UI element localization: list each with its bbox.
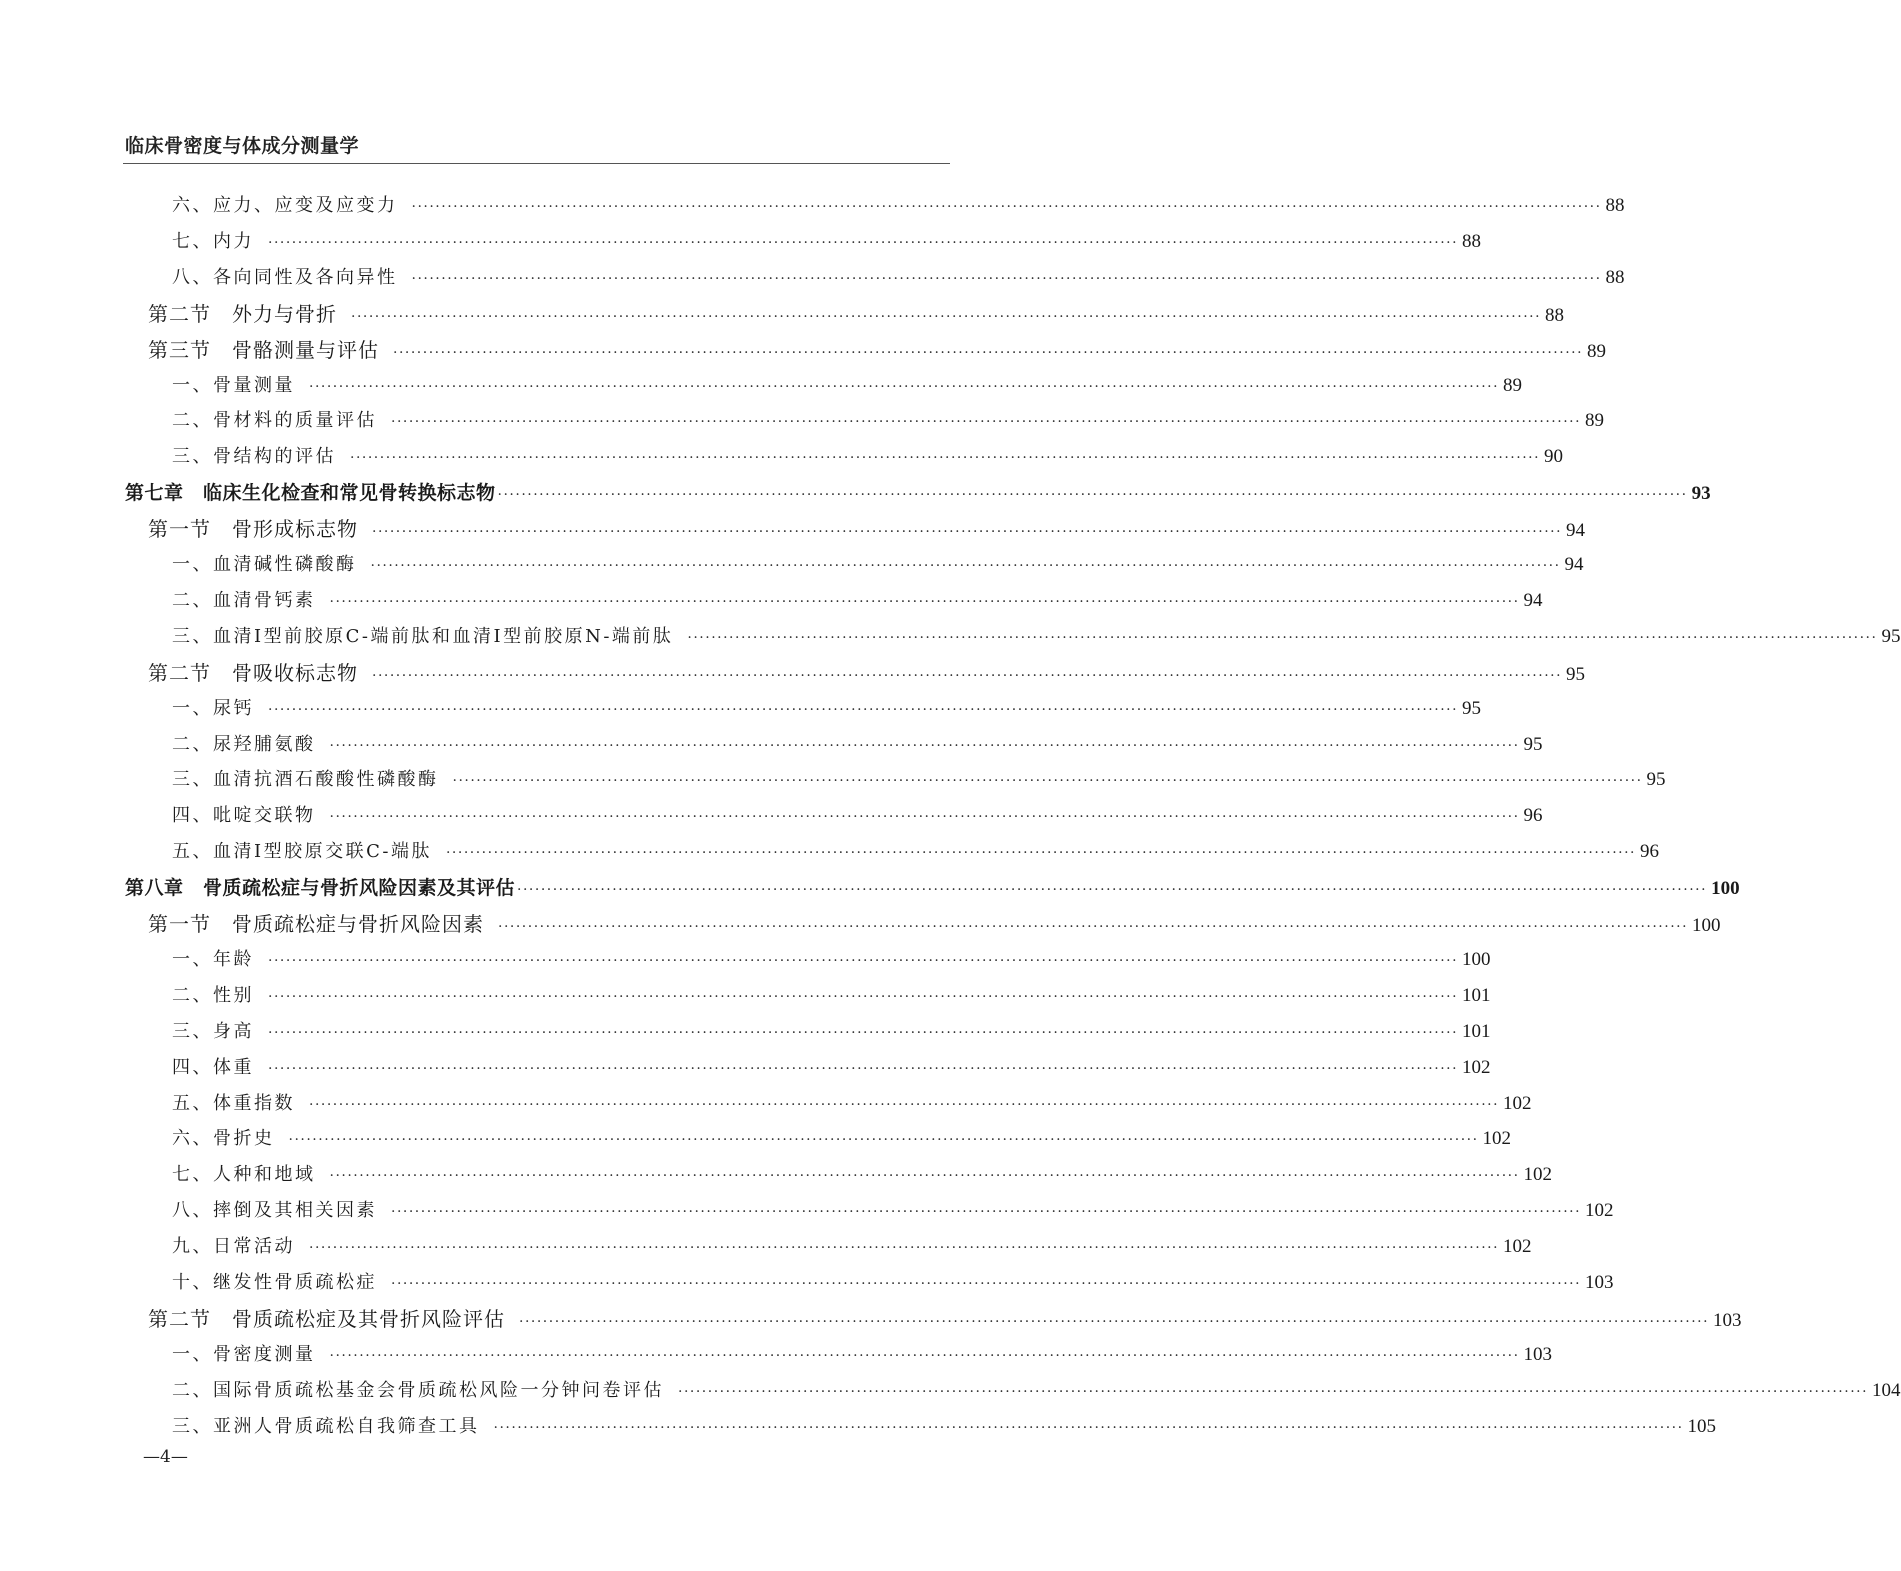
toc-entry-page: 101 xyxy=(1462,1020,1491,1042)
toc-leader-dots: ········································································································································································································ xyxy=(309,1096,1500,1113)
toc-leader-dots: ········································································································································································································ xyxy=(268,952,1459,969)
toc-entry-item xyxy=(172,1121,1512,1157)
toc-entry-label: 第二节 骨质疏松症及其骨折风险评估 xyxy=(148,1306,505,1331)
toc-entry-item xyxy=(172,691,1482,727)
toc-entry-label: 一、血清碱性磷酸酶 xyxy=(172,554,357,575)
toc-leader-dots: ········································································································································································································ xyxy=(329,737,1520,754)
toc-entry-section xyxy=(148,1301,1742,1337)
toc-leader-dots: ········································································································································································································ xyxy=(687,629,1878,646)
toc-entry-page: 96 xyxy=(1640,841,1660,863)
toc-entry-section xyxy=(148,296,1565,332)
toc-entry-label: 八、各向同性及各向异性 xyxy=(172,266,398,288)
toc-entry-label: 五、体重指数 xyxy=(172,1092,295,1114)
toc-leader-dots: ········································································································································································································ xyxy=(329,1347,1520,1364)
toc-leader-dots: ········································································································································································································ xyxy=(268,1060,1459,1077)
toc-entry-item xyxy=(172,619,1901,655)
toc-entry-page: 102 xyxy=(1585,1200,1614,1222)
toc-entry-page: 104 xyxy=(1872,1379,1901,1401)
toc-entry-chapter xyxy=(125,475,1711,511)
toc-entry-page: 95 xyxy=(1462,697,1482,719)
toc-entry-item xyxy=(172,727,1543,763)
toc-entry-page: 101 xyxy=(1462,984,1491,1006)
toc-leader-dots: ········································································································································································································ xyxy=(372,667,1563,684)
toc-entry-item xyxy=(172,942,1491,978)
header-rule xyxy=(123,163,950,164)
toc-entry-label: 三、血清抗酒石酸酸性磷酸酶 xyxy=(172,769,439,791)
toc-entry-page: 102 xyxy=(1482,1128,1512,1150)
toc-entry-page: 100 xyxy=(1462,948,1491,970)
header-title: 临床骨密度与体成分测量学 xyxy=(125,135,360,157)
toc-entry-item xyxy=(172,1265,1614,1301)
toc-entry-page: 102 xyxy=(1503,1092,1532,1114)
toc-leader-dots: ········································································································································································································ xyxy=(268,234,1459,251)
toc-entry-page: 95 xyxy=(1523,733,1543,755)
toc-entry-label: 第一节 骨形成标志物 xyxy=(148,517,358,542)
toc-entry-section xyxy=(148,332,1607,368)
toc-entry-page: 94 xyxy=(1523,589,1543,611)
toc-leader-dots: ········································································································································································································ xyxy=(497,487,1688,504)
toc-leader-dots: ········································································································································································································ xyxy=(268,701,1459,718)
toc-entry-label: 七、人种和地域 xyxy=(172,1164,316,1186)
toc-leader-dots: ········································································································································································································ xyxy=(370,558,1561,574)
toc-entry-label: 一、骨量测量 xyxy=(172,374,295,396)
toc-leader-dots: ········································································································································································································ xyxy=(391,414,1582,431)
toc-entry-page: 100 xyxy=(1711,878,1740,900)
toc-leader-dots: ········································································································································································································ xyxy=(498,919,1689,935)
toc-leader-dots: ········································································································································································································ xyxy=(391,1204,1582,1221)
toc-entry-page: 100 xyxy=(1692,915,1721,936)
toc-entry-page: 93 xyxy=(1691,483,1711,505)
toc-leader-dots: ········································································································································································································ xyxy=(268,1024,1459,1041)
toc-entry-item xyxy=(172,1409,1717,1445)
toc-entry-item xyxy=(172,1229,1532,1265)
toc-entry-label: 一、年龄 xyxy=(172,948,254,970)
toc-entry-label: 第八章 骨质疏松症与骨折风险因素及其评估 xyxy=(125,877,516,900)
toc-entry-page: 103 xyxy=(1585,1272,1614,1293)
toc-entry-label: 四、体重 xyxy=(172,1056,254,1078)
toc-entry-item xyxy=(172,798,1543,834)
toc-entry-label: 一、尿钙 xyxy=(172,697,254,719)
toc-leader-dots: ········································································································································································································ xyxy=(309,378,1500,395)
toc-leader-dots: ········································································································································································································ xyxy=(393,344,1584,361)
toc-entry-page: 94 xyxy=(1566,520,1586,542)
toc-entry-label: 二、尿羟脯氨酸 xyxy=(172,733,316,755)
toc-entry-label: 第一节 骨质疏松症与骨折风险因素 xyxy=(148,912,484,936)
toc-entry-label: 五、血清Ⅰ型胶原交联C-端肽 xyxy=(172,841,432,863)
toc-entry-label: 八、摔倒及其相关因素 xyxy=(172,1200,377,1222)
toc-leader-dots: ········································································································································································································ xyxy=(288,1132,1479,1149)
toc-entry-item xyxy=(172,439,1564,475)
toc-entry-label: 六、应力、应变及应变力 xyxy=(172,195,398,216)
toc-leader-dots: ········································································································································································································ xyxy=(493,1419,1684,1436)
toc-entry-page: 88 xyxy=(1462,230,1482,252)
toc-entry-page: 103 xyxy=(1713,1309,1742,1331)
toc-entry-label: 二、性别 xyxy=(172,984,254,1006)
toc-entry-item xyxy=(172,762,1666,798)
toc-leader-dots: ········································································································································································································ xyxy=(391,1276,1582,1292)
footer-page-number: —4— xyxy=(143,1447,188,1467)
toc-entry-label: 第七章 临床生化检查和常见骨转换标志物 xyxy=(125,482,496,505)
toc-entry-label: 六、骨折史 xyxy=(172,1128,275,1150)
toc-entry-item xyxy=(172,834,1660,870)
toc-entry-label: 二、血清骨钙素 xyxy=(172,589,316,611)
toc-entry-page: 102 xyxy=(1462,1056,1491,1078)
toc-entry-page: 103 xyxy=(1523,1343,1553,1365)
toc-entry-label: 三、骨结构的评估 xyxy=(172,446,336,468)
toc-entry-label: 九、日常活动 xyxy=(172,1236,295,1258)
toc-entry-page: 88 xyxy=(1605,195,1625,216)
toc-entry-page: 89 xyxy=(1587,340,1607,362)
toc-entry-page: 95 xyxy=(1566,663,1586,685)
toc-entry-page: 105 xyxy=(1687,1415,1717,1437)
toc-entry-section xyxy=(148,906,1721,942)
toc-entry-item xyxy=(172,1050,1491,1086)
toc-entry-page: 102 xyxy=(1503,1236,1532,1258)
toc-entry-label: 二、骨材料的质量评估 xyxy=(172,410,377,432)
toc-entry-label: 第二节 外力与骨折 xyxy=(148,301,337,326)
toc-entry-item xyxy=(172,1337,1553,1373)
toc-entry-item xyxy=(172,1193,1614,1229)
toc-entry-label: 一、骨密度测量 xyxy=(172,1343,316,1365)
toc-entry-page: 95 xyxy=(1646,769,1666,791)
toc-leader-dots: ········································································································································································································ xyxy=(445,845,1637,862)
toc-leader-dots: ········································································································································································································ xyxy=(678,1383,1869,1400)
toc-entry-item xyxy=(172,978,1491,1014)
toc-entry-item xyxy=(172,547,1584,583)
toc-leader-dots: ········································································································································································································ xyxy=(372,524,1563,541)
toc-leader-dots: ········································································································································································································ xyxy=(329,593,1520,610)
toc-entry-label: 四、吡啶交联物 xyxy=(172,805,316,827)
toc-entry-item xyxy=(172,188,1625,224)
toc-leader-dots: ········································································································································································································ xyxy=(309,1240,1500,1257)
toc-leader-dots: ········································································································································································································ xyxy=(411,199,1602,215)
toc-entry-page: 94 xyxy=(1564,554,1584,575)
toc-entry-item xyxy=(172,1157,1553,1193)
toc-entry-page: 88 xyxy=(1545,304,1565,326)
toc-entry-page: 88 xyxy=(1605,266,1625,288)
toc-entry-page: 96 xyxy=(1523,805,1543,827)
toc-entry-item xyxy=(172,1014,1491,1050)
toc-entry-label: 三、身高 xyxy=(172,1020,254,1042)
toc-entry-label: 三、亚洲人骨质疏松自我筛查工具 xyxy=(172,1415,480,1437)
toc-entry-page: 89 xyxy=(1585,410,1605,432)
toc-entry-page: 90 xyxy=(1544,446,1564,468)
toc-leader-dots: ········································································································································································································ xyxy=(351,308,1542,325)
toc-entry-label: 十、继发性骨质疏松症 xyxy=(172,1272,377,1293)
toc-entry-label: 第二节 骨吸收标志物 xyxy=(148,660,358,685)
toc-entry-label: 七、内力 xyxy=(172,230,254,252)
toc-leader-dots: ········································································································································································································ xyxy=(329,1168,1520,1185)
toc-entry-section xyxy=(148,655,1586,691)
toc-entry-chapter xyxy=(125,870,1740,906)
toc-entry-item xyxy=(172,224,1482,260)
toc-entry-item xyxy=(172,368,1523,404)
toc-leader-dots: ········································································································································································································ xyxy=(268,988,1459,1005)
toc-entry-item xyxy=(172,1086,1532,1122)
toc-entry-section xyxy=(148,511,1586,547)
toc-entry-label: 二、国际骨质疏松基金会骨质疏松风险一分钟问卷评估 xyxy=(172,1379,664,1401)
toc-entry-item xyxy=(172,583,1543,619)
toc-entry-page: 102 xyxy=(1523,1164,1553,1186)
toc-leader-dots: ········································································································································································································ xyxy=(519,1313,1710,1330)
toc-leader-dots: ········································································································································································································ xyxy=(452,773,1643,790)
toc-leader-dots: ········································································································································································································ xyxy=(517,882,1708,899)
toc-leader-dots: ········································································································································································································ xyxy=(329,809,1520,826)
toc-entry-item xyxy=(172,260,1625,296)
toc-entry-page: 95 xyxy=(1881,625,1901,647)
toc-entry-label: 三、血清Ⅰ型前胶原C-端前肽和血清Ⅰ型前胶原N-端前肽 xyxy=(172,625,674,647)
toc-entry-item xyxy=(172,403,1605,439)
toc-entry-item xyxy=(172,1373,1901,1409)
toc-leader-dots: ········································································································································································································ xyxy=(350,450,1541,467)
toc-entry-label: 第三节 骨骼测量与评估 xyxy=(148,337,379,362)
toc-entry-page: 89 xyxy=(1503,374,1523,396)
toc-leader-dots: ········································································································································································································ xyxy=(411,270,1602,287)
